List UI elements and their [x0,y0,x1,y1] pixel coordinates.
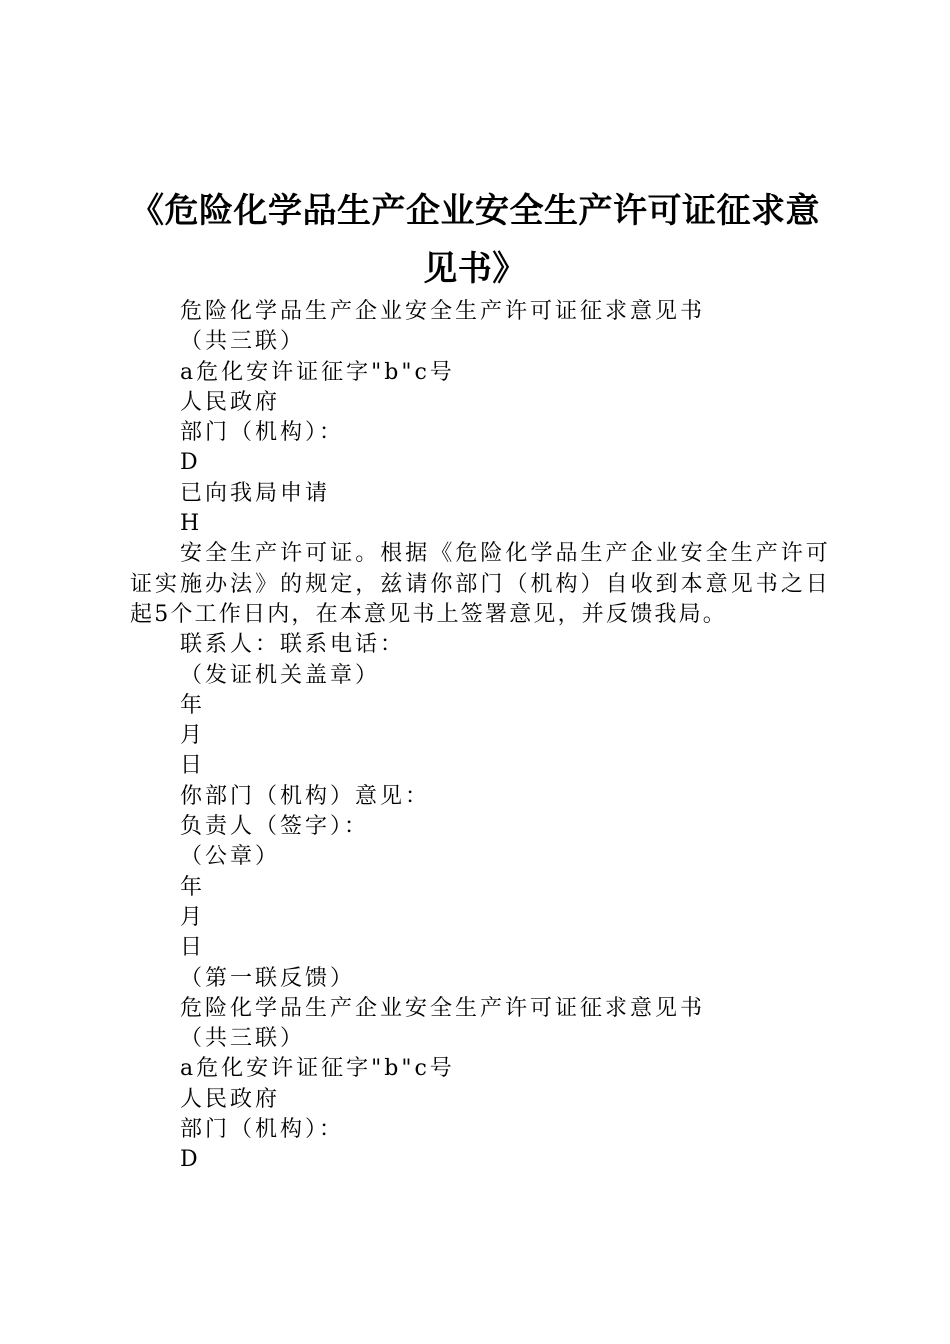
text-line: 月 [180,904,206,930]
document-title: 《危险化学品生产企业安全生产许可证征求意见书》 [130,191,820,289]
text-line: （共三联） [180,1026,306,1052]
text-line: （发证机关盖章） [180,662,381,688]
text-line: 部门（机构）： [180,420,345,446]
document-body [130,297,830,1176]
text-line: a危化安许证征字"b"c号 [180,1056,455,1082]
text-line: 负责人（签字）： [180,814,370,840]
text-line: 联系人：联系电话： [180,632,406,658]
text-line: （第一联反馈） [180,965,356,991]
text-line: 人民政府 [180,1086,281,1112]
text-line: 日 [180,935,206,961]
text-line: 月 [180,723,206,749]
text-line: 年 [180,692,206,718]
text-line: H [180,511,203,537]
text-line: 已向我局申请 [180,480,331,506]
text-line: 你部门（机构）意见： [180,783,431,809]
text-line: D [180,450,201,476]
body-paragraph: 安全生产许可证。根据《危险化学品生产企业安全生产许可证实施办法》的规定，兹请你部门（机构）自收到本意见书之日起5个工作日内，在本意见书上签署意见，并反馈我局。 [130,541,830,627]
text-line: 危险化学品生产企业安全生产许可证征求意见书 [180,995,706,1021]
text-line: （共三联） [180,329,306,355]
text-line: D [180,1147,201,1173]
text-line: （公章） [180,844,281,870]
text-line: 日 [180,753,206,779]
text-line: a危化安许证征字"b"c号 [180,359,455,385]
text-line: 人民政府 [180,389,281,415]
text-line: 危险化学品生产企业安全生产许可证征求意见书 [180,299,706,324]
text-line: 年 [180,874,206,900]
text-line: 部门（机构）： [180,1117,345,1143]
